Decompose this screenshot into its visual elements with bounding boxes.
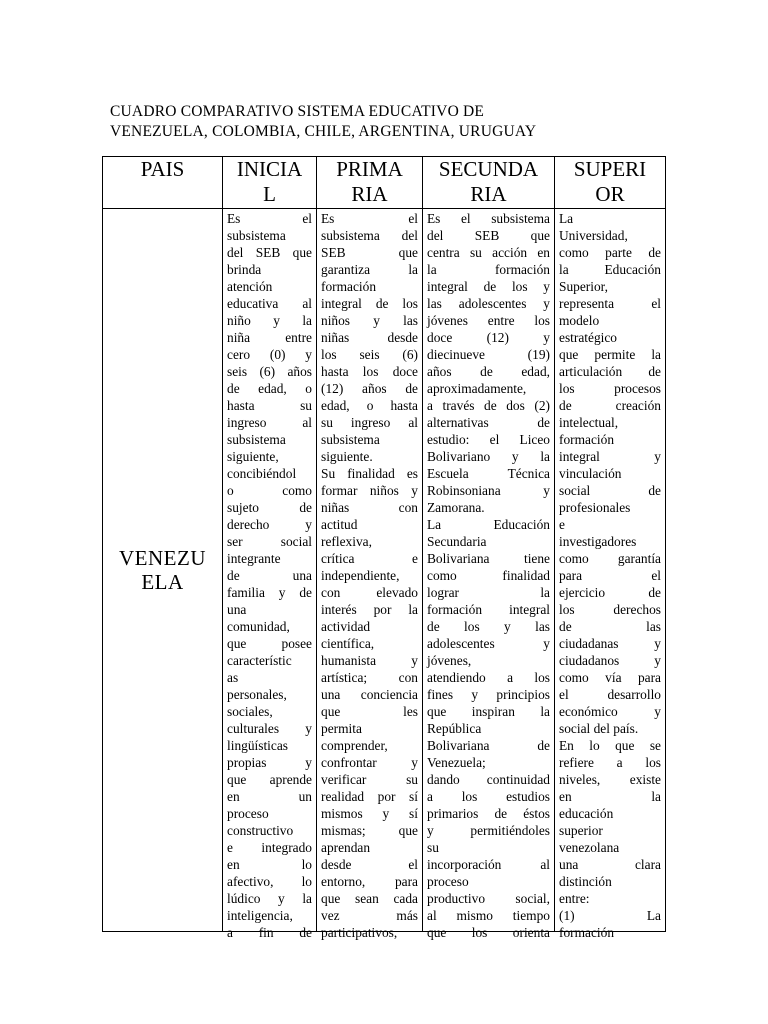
text-line: de una — [227, 568, 312, 583]
text-line: garantiza la — [321, 262, 418, 277]
inicial-cell — [223, 209, 317, 940]
text-line: intelectual, — [559, 415, 619, 430]
text-line: como garantía — [559, 551, 661, 566]
text-line: aproximadamente, — [427, 381, 527, 396]
text-line: para el — [559, 568, 661, 583]
text-line: o como — [227, 483, 312, 498]
text-line: que permite la — [559, 347, 661, 362]
header-pais — [103, 157, 223, 209]
text-line: superior — [559, 823, 603, 838]
text-line: jóvenes entre los — [427, 313, 550, 328]
text-line: característic — [227, 653, 292, 668]
text-line: dando continuidad — [427, 772, 550, 787]
text-line: (1) La — [559, 908, 661, 923]
text-line: Superior, — [559, 279, 608, 294]
text-line: estudio: el Liceo — [427, 432, 550, 447]
text-line: educación — [559, 806, 614, 821]
text-line: una — [227, 602, 247, 617]
text-line: niños y las — [321, 313, 418, 328]
text-line: entorno, para — [321, 874, 418, 889]
text-line: integral de los — [321, 296, 418, 311]
primaria-cell — [317, 209, 423, 940]
text-line: que posee — [227, 636, 312, 651]
text-line: Escuela Técnica — [427, 466, 550, 481]
text-line: independiente, — [321, 568, 400, 583]
text-line: formación integral — [427, 602, 550, 617]
text-line: como parte de — [559, 245, 661, 260]
text-line: en la — [559, 789, 661, 804]
text-line: entre: — [559, 891, 590, 906]
text-line: científica, — [321, 636, 375, 651]
text-line: niñas desde — [321, 330, 418, 345]
superior-text — [555, 209, 665, 940]
text-line: interés por la — [321, 602, 418, 617]
text-line: L — [263, 182, 276, 206]
text-line: mismos y sí — [321, 806, 418, 821]
text-line: PAIS — [140, 157, 185, 181]
text-line: (12) años de — [321, 381, 418, 396]
text-line: Zamorana. — [427, 500, 485, 515]
text-line: lograr la — [427, 585, 550, 600]
text-line: familia y de — [227, 585, 312, 600]
text-line: siguiente, — [227, 449, 279, 464]
text-line: refiere a los — [559, 755, 661, 770]
text-line: participativos, — [321, 925, 398, 940]
text-line: niñas con — [321, 500, 418, 515]
text-line: verificar su — [321, 772, 418, 787]
text-line: niña entre — [227, 330, 312, 345]
text-line: distinción — [559, 874, 612, 889]
secundaria-text — [423, 209, 554, 940]
text-line: Es el — [227, 211, 312, 226]
text-line: En lo que se — [559, 738, 661, 753]
text-line: niño y la — [227, 313, 312, 328]
text-line: actividad — [321, 619, 371, 634]
text-line: sujeto de — [227, 500, 312, 515]
text-line: venezolana — [559, 840, 620, 855]
text-line: comunidad, — [227, 619, 290, 634]
text-line: vez más — [321, 908, 418, 923]
country-cell — [103, 209, 223, 932]
text-line: Es el — [321, 211, 418, 226]
text-line: proceso — [227, 806, 269, 821]
text-line: diecinueve (19) — [427, 347, 550, 362]
superior-cell — [555, 209, 666, 940]
text-line: integrante — [227, 551, 281, 566]
text-line: VENEZU — [119, 546, 206, 570]
text-line: e integrado — [227, 840, 312, 855]
text-line: artística; con — [321, 670, 418, 685]
text-line: siguiente. — [321, 449, 373, 464]
text-line: afectivo, lo — [227, 874, 312, 889]
text-line: de creación — [559, 398, 661, 413]
text-line: inteligencia, — [227, 908, 293, 923]
text-line: a los estudios — [427, 789, 550, 804]
text-line: proceso — [427, 874, 469, 889]
header-superior — [555, 157, 666, 209]
text-line: La Educación — [427, 517, 550, 532]
text-line: Venezuela; — [427, 755, 486, 770]
text-line: ser social — [227, 534, 312, 549]
text-line: centra su acción en — [427, 245, 550, 260]
text-line: formación — [559, 925, 615, 940]
text-line: su ingreso al — [321, 415, 418, 430]
text-line: La — [559, 211, 574, 226]
text-line: culturales y — [227, 721, 312, 736]
text-line: lúdico y la — [227, 891, 312, 906]
text-line: años de edad, — [427, 364, 550, 379]
text-line: hasta su — [227, 398, 312, 413]
text-line: propias y — [227, 755, 312, 770]
text-line: los derechos — [559, 602, 661, 617]
text-line: y permitiéndoles — [427, 823, 550, 838]
text-line: brinda — [227, 262, 262, 277]
text-line: ciudadanas y — [559, 636, 661, 651]
text-line: que inspiran la — [427, 704, 550, 719]
text-line: la formación — [427, 262, 550, 277]
primaria-text — [317, 209, 422, 940]
text-line: una clara — [559, 857, 661, 872]
text-line: formación — [321, 279, 377, 294]
text-line: articulación de — [559, 364, 661, 379]
text-line: estratégico — [559, 330, 617, 345]
text-line: subsistema — [227, 228, 286, 243]
text-line: integral y — [559, 449, 661, 464]
text-line: lingüísticas — [227, 738, 288, 753]
header-primaria — [317, 157, 423, 209]
text-line: del SEB que — [227, 245, 312, 260]
text-line: ELA — [141, 570, 184, 594]
text-line: subsistema — [227, 432, 286, 447]
text-line: ejercicio de — [559, 585, 661, 600]
text-line: as — [227, 670, 239, 685]
text-line: PRIMA — [336, 157, 403, 181]
text-line: ciudadanos y — [559, 653, 661, 668]
text-line: modelo — [559, 313, 600, 328]
text-line: que aprende — [227, 772, 312, 787]
text-line: sociales, — [227, 704, 273, 719]
secundaria-cell — [423, 209, 555, 940]
text-line: derecho y — [227, 517, 312, 532]
text-line: humanista y — [321, 653, 418, 668]
text-line: República — [427, 721, 482, 736]
text-line: en lo — [227, 857, 312, 872]
text-line: Secundaria — [427, 534, 487, 549]
text-line: Robinsoniana y — [427, 483, 550, 498]
text-line: los procesos — [559, 381, 661, 396]
text-line: personales, — [227, 687, 287, 702]
text-line: la Educación — [559, 262, 661, 277]
text-line: educativa al — [227, 296, 312, 311]
text-line: como finalidad — [427, 568, 550, 583]
text-line: de edad, o — [227, 381, 312, 396]
text-line: OR — [595, 182, 625, 206]
text-line: Bolivariana tiene — [427, 551, 550, 566]
text-line: social de — [559, 483, 661, 498]
text-line: subsistema del — [321, 228, 418, 243]
text-line: RIA — [470, 182, 507, 206]
text-line: incorporación al — [427, 857, 550, 872]
text-line: INICIA — [236, 157, 303, 181]
text-line: aprendan — [321, 840, 371, 855]
text-line: del SEB que — [427, 228, 550, 243]
text-line: confrontar y — [321, 755, 418, 770]
text-line: formar niños y — [321, 483, 418, 498]
text-line: constructivo — [227, 823, 294, 838]
text-line: atendiendo a los — [427, 670, 550, 685]
text-line: doce (12) y — [427, 330, 550, 345]
text-line: integral de los y — [427, 279, 550, 294]
text-line: jóvenes, — [427, 653, 472, 668]
text-line: seis (6) años — [227, 364, 312, 379]
text-line: concibiéndol — [227, 466, 297, 481]
header-secundaria — [423, 157, 555, 209]
text-line: al mismo tiempo — [427, 908, 550, 923]
text-line: que los orienta — [427, 925, 550, 940]
text-line: productivo social, — [427, 891, 550, 906]
text-line: desde el — [321, 857, 418, 872]
text-line: SUPERI — [573, 157, 647, 181]
text-line: mismas; que — [321, 823, 418, 838]
text-line: comprender, — [321, 738, 388, 753]
text-line: su — [427, 840, 439, 855]
text-line: adolescentes y — [427, 636, 550, 651]
text-line: crítica e — [321, 551, 418, 566]
text-line: fines y principios — [427, 687, 550, 702]
text-line: SEB que — [321, 245, 418, 260]
text-line: Bolivariano y la — [427, 449, 550, 464]
text-line: reflexiva, — [321, 534, 372, 549]
text-line: SECUNDA — [438, 157, 539, 181]
text-line: Es el subsistema — [427, 211, 550, 226]
title-line: CUADRO COMPARATIVO SISTEMA EDUCATIVO DE — [110, 103, 485, 120]
text-line: en un — [227, 789, 312, 804]
text-line: las adolescentes y — [427, 296, 550, 311]
table-row — [103, 209, 666, 932]
text-line: niveles, existe — [559, 772, 661, 787]
text-line: hasta los doce — [321, 364, 418, 379]
text-line: que sean cada — [321, 891, 418, 906]
text-line: social del país. — [559, 721, 639, 736]
header-inicial — [223, 157, 317, 209]
document-title — [110, 102, 670, 142]
text-line: primarios de éstos — [427, 806, 550, 821]
inicial-text — [223, 209, 316, 940]
text-line: Universidad, — [559, 228, 628, 243]
text-line: como vía para — [559, 670, 661, 685]
text-line: alternativas de — [427, 415, 550, 430]
text-line: subsistema — [321, 432, 380, 447]
text-line: e — [559, 517, 565, 532]
title-line: VENEZUELA, COLOMBIA, CHILE, ARGENTINA, URUGUAY — [110, 123, 537, 140]
comparison-table — [102, 156, 666, 940]
text-line: edad, o hasta — [321, 398, 418, 413]
text-line: Su finalidad es — [321, 466, 418, 481]
text-line: investigadores — [559, 534, 637, 549]
text-line: permita — [321, 721, 362, 736]
text-line: formación — [559, 432, 615, 447]
text-line: ingreso al — [227, 415, 312, 430]
text-line: Bolivariana de — [427, 738, 550, 753]
text-line: los seis (6) — [321, 347, 418, 362]
text-line: representa el — [559, 296, 661, 311]
text-line: atención — [227, 279, 273, 294]
text-line: el desarrollo — [559, 687, 661, 702]
text-line: a través de dos (2) — [427, 398, 550, 413]
text-line: actitud — [321, 517, 358, 532]
text-line: profesionales — [559, 500, 631, 515]
text-line: cero (0) y — [227, 347, 312, 362]
text-line: económico y — [559, 704, 661, 719]
table-header-row — [103, 157, 666, 209]
text-line: vinculación — [559, 466, 622, 481]
text-line: una conciencia — [321, 687, 418, 702]
text-line: RIA — [351, 182, 388, 206]
text-line: de los y las — [427, 619, 550, 634]
text-line: de las — [559, 619, 661, 634]
text-line: con elevado — [321, 585, 418, 600]
text-line: realidad por sí — [321, 789, 418, 804]
text-line: que les — [321, 704, 418, 719]
text-line: a fin de — [227, 925, 312, 940]
